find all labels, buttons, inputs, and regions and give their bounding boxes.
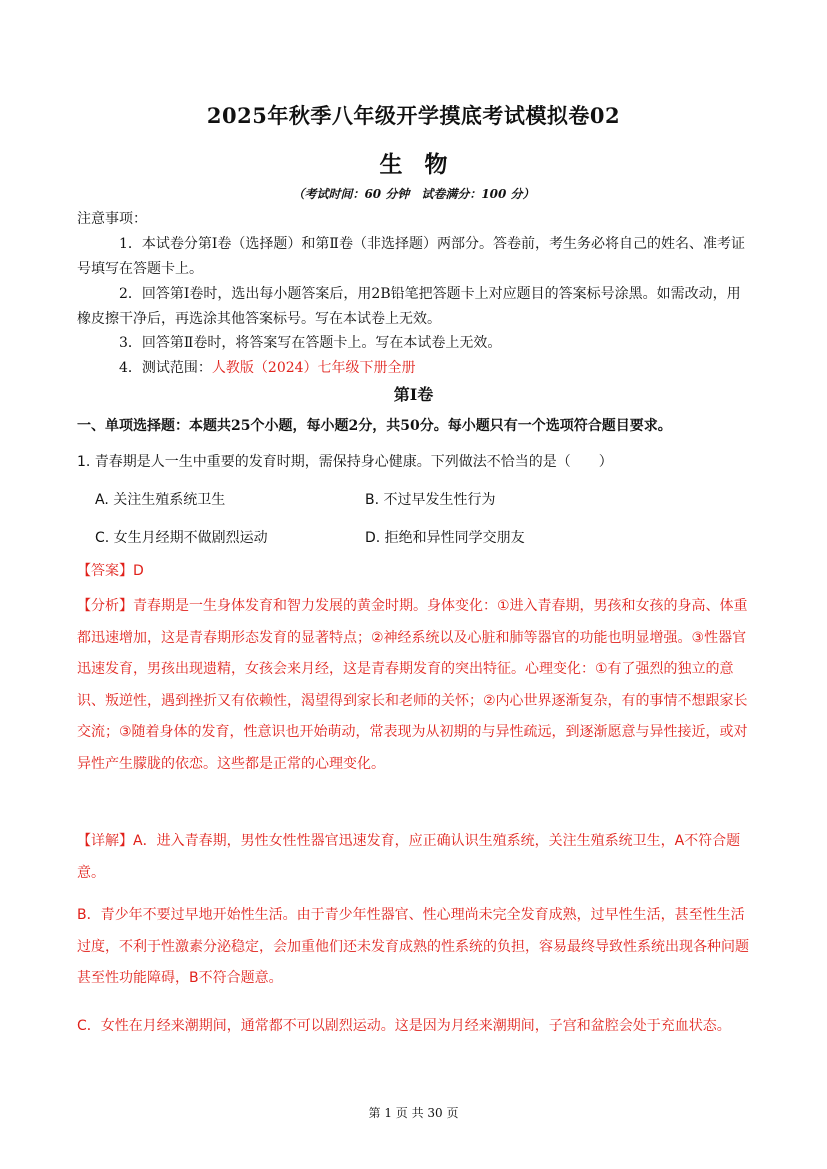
detail-c-paragraph [77, 1011, 757, 1043]
option-d: D. 拒绝和异性同学交朋友 [365, 530, 525, 546]
section-title: 第Ⅰ卷 [393, 385, 434, 404]
analysis-text: 青春期是一生身体发育和智力发展的黄金时期。身体变化：①进入青春期，男孩和女孩的身高、体重都迅速增加，这是青春期形态发育的显著特点；②神经系统以及心脏和肺等器官的功能也明显增强。③性器官迅速发育，男孩出现遗精，女孩会来月经，这是青春期发育的突出特征。心理变化：①有了强烈的独立的意识、叛逆性，遇到挫折又有依赖性，渴望得到家长和老师的关怀；②内心世界逐渐复杂，有的事情不想跟家长交流；③随着身体的发育，性意识也开始萌动，常表现为从初期的与异性疏远，到逐渐愿意与异性接近，或对异性产生朦胧的依恋。这些都是正常的心理变化。 [77, 598, 748, 772]
detail-c-text: C．女性在月经来潮期间，通常都不可以剧烈运动。这是因为月经来潮期间，子宫和盆腔会处于充血状态。 [77, 1018, 731, 1034]
note-item-2 [77, 282, 752, 332]
note-item-3 [77, 331, 752, 356]
subject-title: 生 物 [379, 151, 448, 178]
analysis-paragraph [77, 591, 757, 780]
answer-label: 【答案】 [77, 563, 133, 579]
note-text: 2．回答第Ⅰ卷时，选出每小题答案后，用2B铅笔把答题卡上对应题目的答案标号涂黑。如需改动，用橡皮擦干净后，再选涂其他答案标号。写在本试卷上无效。 [77, 286, 741, 327]
exam-info: （考试时间：60 分钟 试卷满分：100 分） [292, 187, 535, 201]
answer-value: D [133, 563, 144, 579]
scope-label: 4．测试范围： [119, 360, 212, 376]
exam-title: 2025年秋季八年级开学摸底考试模拟卷02 [206, 103, 621, 128]
question-stem: 1. 青春期是人一生中重要的发育时期，需保持身心健康。下列做法不恰当的是（ ） [77, 454, 613, 470]
option-b: B. 不过早发生性行为 [365, 492, 496, 508]
note-text: 1．本试卷分第Ⅰ卷（选择题）和第Ⅱ卷（非选择题）两部分。答卷前，考生务必将自己的姓名、准考证号填写在答题卡上。 [77, 236, 745, 277]
detail-a-text: A．进入青春期，男性女性性器官迅速发育，应正确认识生殖系统，关注生殖系统卫生，A不符合题意。 [77, 833, 741, 881]
analysis-label: 【分析】 [77, 598, 133, 614]
detail-label: 【详解】 [77, 833, 133, 849]
note-text: 3．回答第Ⅱ卷时，将答案写在答题卡上。写在本试卷上无效。 [119, 335, 502, 351]
detail-b-paragraph [77, 900, 757, 995]
note-item-1 [77, 232, 752, 282]
option-c: C. 女生月经期不做剧烈运动 [95, 530, 268, 546]
detail-b-text: B．青少年不要过早地开始性生活。由于青少年性器官、性心理尚未完全发育成熟，过早性生活，甚至性生活过度，不利于性激素分泌稳定，会加重他们还未发育成熟的性系统的负担，容易最终导致性系统出现各种问题甚至性功能障碍，B不符合题意。 [77, 907, 749, 986]
notes-heading: 注意事项： [77, 211, 147, 227]
page-footer: 第 1 页 共 30 页 [368, 1106, 459, 1120]
scope-value: 人教版（2024）七年级下册全册 [211, 360, 416, 376]
option-a: A. 关注生殖系统卫生 [95, 492, 226, 508]
note-item-4 [77, 356, 752, 381]
detail-a-paragraph [77, 826, 757, 889]
section-description: 一、单项选择题：本题共25个小题，每小题2分，共50分。每小题只有一个选项符合题目要求。 [77, 418, 672, 434]
answer-line [77, 556, 757, 588]
